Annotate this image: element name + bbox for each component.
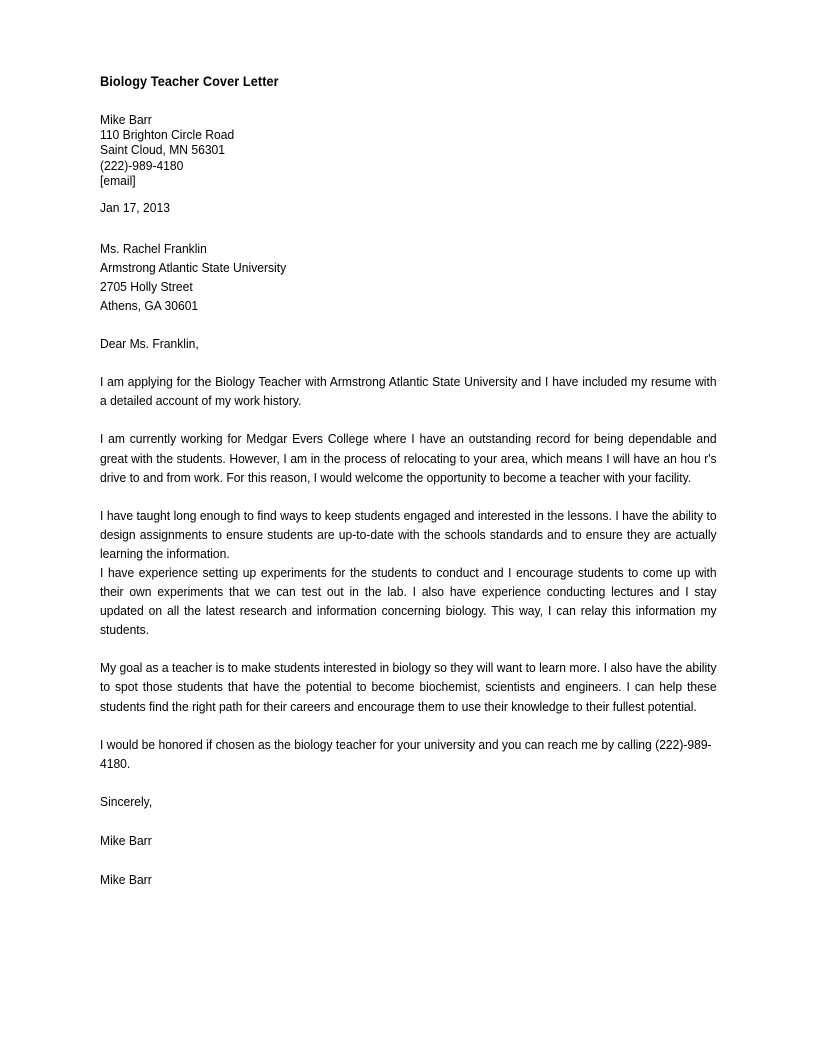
body-paragraph-6: I would be honored if chosen as the biology teacher for your university and you can reach me by calling (222)-989-4180. [100, 736, 712, 771]
sender-city-state-zip: Saint Cloud, MN 56301 [100, 142, 226, 158]
signature-space-2 [100, 850, 718, 870]
sender-name: Mike Barr [100, 112, 152, 127]
letter-date: Jan 17, 2013 [100, 200, 170, 216]
sender-street: 110 Brighton Circle Road [100, 127, 235, 143]
body-paragraph-1: I am applying for the Biology Teacher with Armstrong Atlantic State University and I have included my resume with a detailed account of my work history. [100, 374, 717, 409]
sender-email: [email] [100, 172, 136, 188]
recipient-address-block [100, 239, 675, 315]
sender-phone: (222)-989-4180 [100, 157, 184, 173]
body-paragraph-2: I am currently working for Medgar Evers College where I have an outstanding record for being dependable and great with the students. However, I am in the process of relocating to your area, which means I will have an hou r's drive to and from work. For this reason, I would welcome the opportunity to become a teacher with your facility. [100, 431, 717, 485]
page-title: Biology Teacher Cover Letter [100, 74, 279, 89]
paragraph-gap-1 [100, 410, 718, 429]
body-paragraph-3: I have taught long enough to find ways to keep students engaged and interested in the lessons. I have the ability to design assignments to ensure students are up-to-date with the schools standards and to ensure they are actually learning the information. [100, 507, 717, 561]
recipient-street: 2705 Holly Street [100, 279, 193, 295]
typed-name: Mike Barr [100, 871, 152, 887]
spacer-after-recipient [100, 315, 718, 334]
signature-space-1 [100, 811, 718, 831]
paragraph-gap-2 [100, 487, 718, 506]
recipient-city-state-zip: Athens, GA 30601 [100, 298, 199, 314]
sender-address-block [100, 112, 675, 188]
salutation: Dear Ms. Franklin, [100, 336, 199, 352]
spacer-after-date [100, 215, 718, 239]
body-paragraph-5: My goal as a teacher is to make students interested in biology so they will want to learn more. I also have the ability to spot those students that have the potential to become biochemist, scientists and engineers. I can help these students find the right path for their careers and encourage them to use their knowledge to their fullest potential. [100, 660, 717, 714]
closing-salutation: Sincerely, [100, 793, 153, 809]
paragraph-gap-3 [100, 639, 718, 658]
signature-name: Mike Barr [100, 832, 152, 848]
spacer-after-sender [100, 188, 718, 200]
recipient-organization: Armstrong Atlantic State University [100, 260, 287, 276]
spacer-after-salutation [100, 353, 718, 372]
cover-letter-body [100, 74, 718, 889]
paragraph-gap-5 [100, 773, 718, 792]
recipient-name: Ms. Rachel Franklin [100, 241, 207, 257]
paragraph-gap-4 [100, 716, 718, 735]
body-paragraph-4: I have experience setting up experiments for the students to conduct and I encourage students to come up with their own experiments that we can test out in the lab. I also have experience conducting lectures and I stay updated on all the latest research and information concerning biology. This way, I can relay this information my students. [100, 564, 717, 638]
